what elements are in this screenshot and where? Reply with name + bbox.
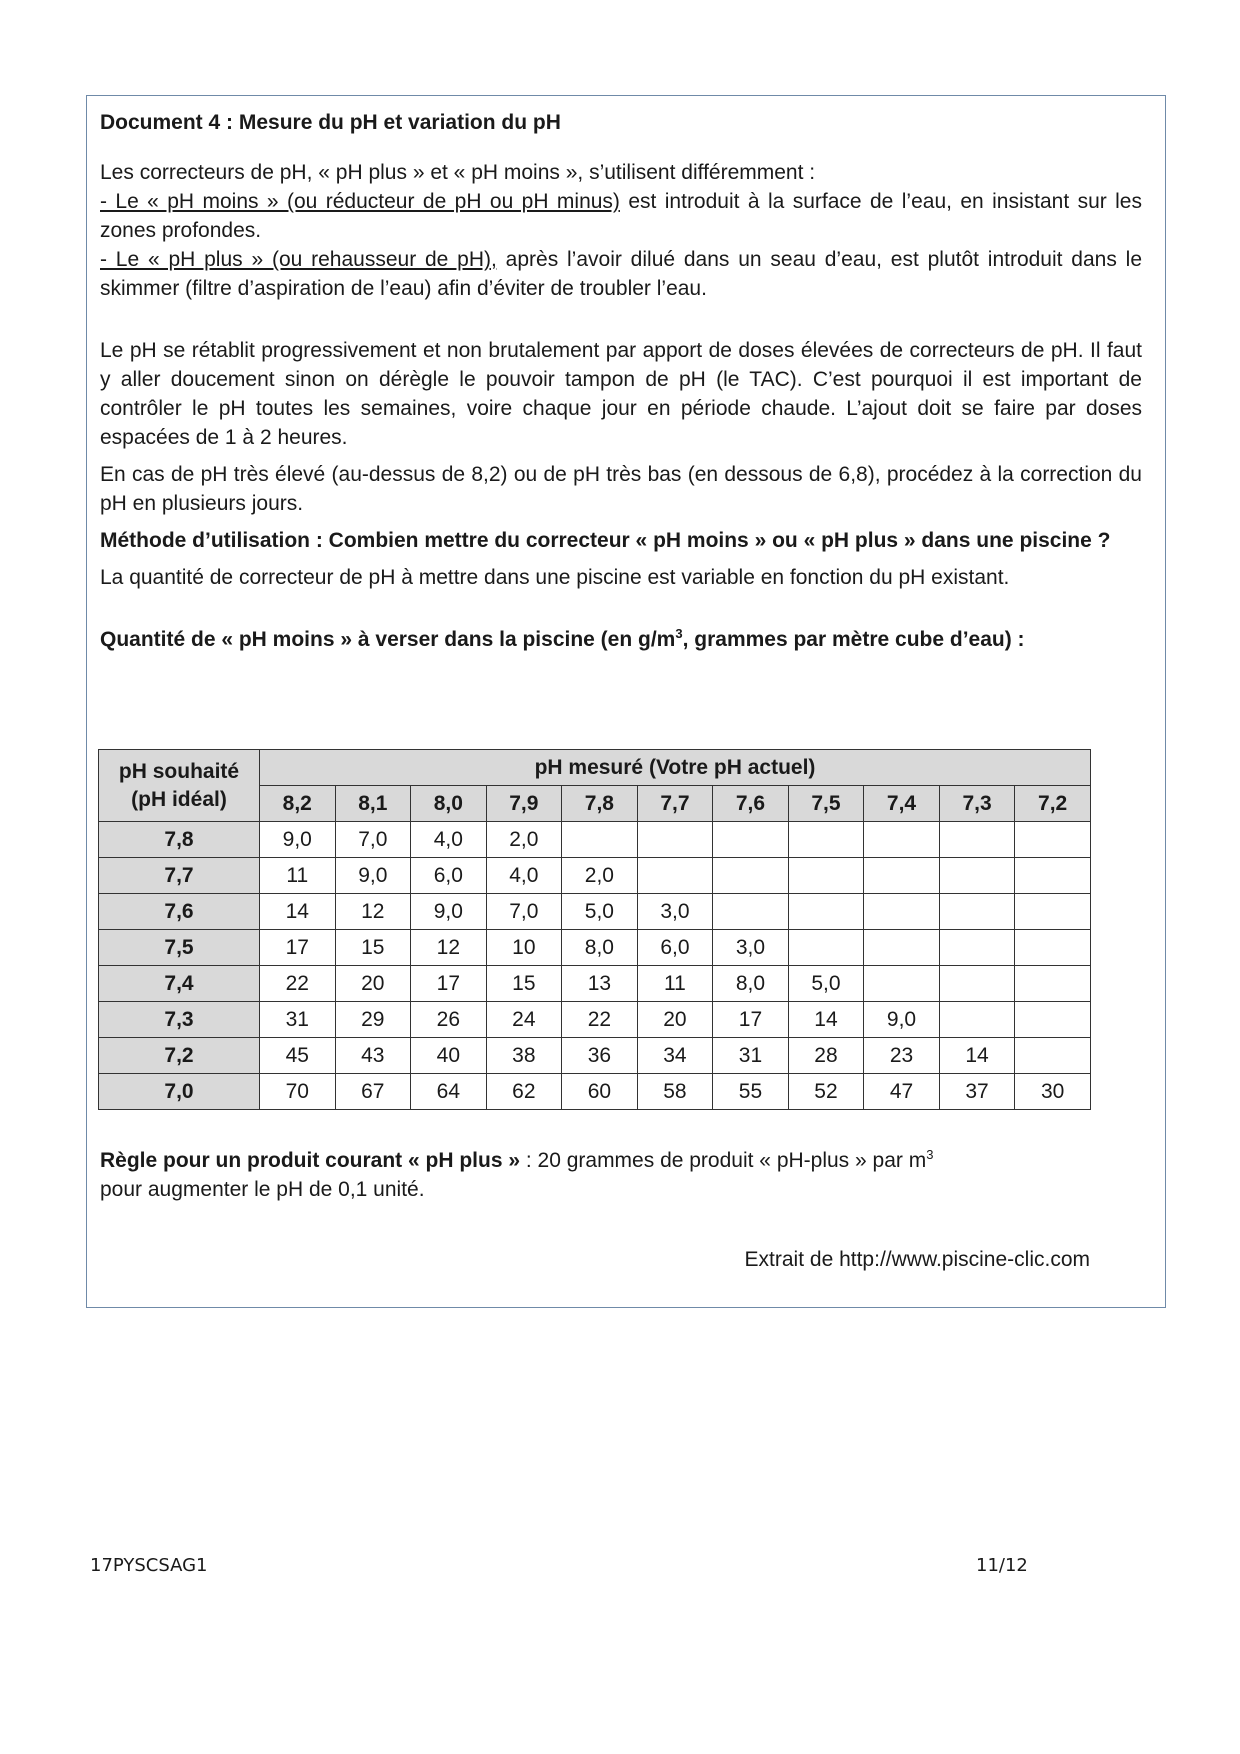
- table-cell: 9,0: [864, 1002, 940, 1038]
- table-cell: 24: [486, 1002, 562, 1038]
- rule-exponent: 3: [926, 1147, 934, 1162]
- source-citation: Extrait de http://www.piscine-clic.com: [744, 1248, 1090, 1271]
- table-cell: [1015, 966, 1091, 1002]
- table-cell: [864, 822, 940, 858]
- row-header: 7,0: [99, 1074, 260, 1110]
- table-cell: 36: [562, 1038, 638, 1074]
- table-cell: 31: [260, 1002, 336, 1038]
- table-cell: [713, 858, 789, 894]
- table-cell: [1015, 822, 1091, 858]
- column-header: 7,5: [788, 786, 864, 822]
- column-header: 7,3: [939, 786, 1015, 822]
- item-ph-plus-text: après l’avoir dilué dans un seau d’eau, est plutôt introduit dans le skimmer (filtre d’aspiration de l’eau) afin d’éviter de troubler l’eau.: [100, 248, 1142, 300]
- table-cell: 38: [486, 1038, 562, 1074]
- quantity-title: [100, 625, 1090, 654]
- table-cell: 3,0: [713, 930, 789, 966]
- table-cell: [637, 858, 713, 894]
- table-cell: 17: [713, 1002, 789, 1038]
- table-cell: [713, 822, 789, 858]
- table-cell: 40: [411, 1038, 487, 1074]
- header-ph-mesure: pH mesuré (Votre pH actuel): [260, 750, 1091, 786]
- row-header: 7,5: [99, 930, 260, 966]
- table-cell: [788, 894, 864, 930]
- column-header: 7,8: [562, 786, 638, 822]
- paragraph-ph-extreme: En cas de pH très élevé (au-dessus de 8,2) ou de pH très bas (en dessous de 6,8), procédez à la correction du pH en plusieurs jours.: [100, 463, 1142, 515]
- column-header: 7,7: [637, 786, 713, 822]
- table-cell: 7,0: [486, 894, 562, 930]
- table-cell: 8,0: [562, 930, 638, 966]
- table-cell: 5,0: [788, 966, 864, 1002]
- header-ph-souhaite: [99, 750, 260, 822]
- table-cell: 4,0: [486, 858, 562, 894]
- table-cell: [939, 966, 1015, 1002]
- table-cell: 29: [335, 1002, 411, 1038]
- header-ph-souhaite-line2: (pH idéal): [131, 787, 227, 811]
- row-header: 7,2: [99, 1038, 260, 1074]
- table-cell: 70: [260, 1074, 336, 1110]
- header-ph-souhaite-line1: pH souhaité: [118, 759, 240, 783]
- table-cell: [1015, 858, 1091, 894]
- table-cell: [1015, 930, 1091, 966]
- table-cell: 2,0: [562, 858, 638, 894]
- quantity-title-text-end: , grammes par mètre cube d’eau) :: [682, 628, 1025, 651]
- table-cell: [637, 822, 713, 858]
- table-cell: [788, 822, 864, 858]
- table-cell: 37: [939, 1074, 1015, 1110]
- rule-title: Règle pour un produit courant « pH plus »: [100, 1149, 521, 1172]
- table-cell: 10: [486, 930, 562, 966]
- table-row: [99, 822, 1091, 858]
- item-ph-plus-label: - Le « pH plus » (ou rehausseur de pH),: [100, 248, 497, 271]
- quantity-title-text: Quantité de « pH moins » à verser dans la piscine (en g/m: [100, 628, 676, 651]
- column-header: 7,9: [486, 786, 562, 822]
- table-cell: [939, 858, 1015, 894]
- table-cell: 55: [713, 1074, 789, 1110]
- table-cell: 12: [335, 894, 411, 930]
- table-cell: 12: [411, 930, 487, 966]
- table-cell: 22: [260, 966, 336, 1002]
- table-cell: 14: [939, 1038, 1015, 1074]
- table-cell: [939, 1002, 1015, 1038]
- item-ph-moins-text: est introduit à la surface de l’eau, en insistant sur les zones profondes.: [100, 190, 1142, 242]
- table-cell: [1015, 894, 1091, 930]
- row-header: 7,6: [99, 894, 260, 930]
- table-cell: 28: [788, 1038, 864, 1074]
- column-header: 8,1: [335, 786, 411, 822]
- document-title: Document 4 : Mesure du pH et variation du pH: [100, 111, 561, 134]
- table-cell: 3,0: [637, 894, 713, 930]
- table-cell: 52: [788, 1074, 864, 1110]
- table-cell: 43: [335, 1038, 411, 1074]
- column-header: 7,6: [713, 786, 789, 822]
- table-cell: 8,0: [713, 966, 789, 1002]
- ph-plus-rule: [100, 1146, 1050, 1204]
- table-cell: 23: [864, 1038, 940, 1074]
- column-header: 8,2: [260, 786, 336, 822]
- table-row: [99, 930, 1091, 966]
- table-cell: 45: [260, 1038, 336, 1074]
- table-body: [99, 822, 1091, 1110]
- table-row: [99, 1002, 1091, 1038]
- table-cell: 22: [562, 1002, 638, 1038]
- table-cell: 14: [260, 894, 336, 930]
- table-cell: 20: [637, 1002, 713, 1038]
- table-cell: [788, 858, 864, 894]
- table-cell: [939, 822, 1015, 858]
- table-row: [99, 1038, 1091, 1074]
- table-cell: [788, 930, 864, 966]
- table-cell: [1015, 1038, 1091, 1074]
- table-cell: [864, 930, 940, 966]
- table-cell: 30: [1015, 1074, 1091, 1110]
- table-cell: 17: [411, 966, 487, 1002]
- table-cell: 20: [335, 966, 411, 1002]
- footer-page-number: 11/12: [976, 1555, 1028, 1576]
- ph-moins-dose-table: [98, 749, 1091, 1110]
- table-row: [99, 894, 1091, 930]
- table-cell: 6,0: [637, 930, 713, 966]
- table-row: [99, 1074, 1091, 1110]
- table-cell: 26: [411, 1002, 487, 1038]
- table-row: [99, 966, 1091, 1002]
- table-cell: [713, 894, 789, 930]
- table-cell: 7,0: [335, 822, 411, 858]
- paragraph-retablissement: Le pH se rétablit progressivement et non brutalement par apport de doses élevées de correcteurs de pH. Il faut y aller doucement sinon on dérègle le pouvoir tampon de pH (le TAC). C’est pourquoi il est important de contrôler le pH toutes les semaines, voire chaque jour en période chaude. L’ajout doit se faire par doses espacées de 1 à 2 heures.: [100, 339, 1142, 449]
- method-title: Méthode d’utilisation : Combien mettre du correcteur « pH moins » ou « pH plus » dans une piscine ?: [100, 529, 1111, 552]
- table-cell: 6,0: [411, 858, 487, 894]
- table-cell: 47: [864, 1074, 940, 1110]
- table-cell: 62: [486, 1074, 562, 1110]
- table-cell: 58: [637, 1074, 713, 1110]
- table-cell: 13: [562, 966, 638, 1002]
- table-cell: 15: [335, 930, 411, 966]
- row-header: 7,7: [99, 858, 260, 894]
- table-row: [99, 858, 1091, 894]
- table-cell: [864, 894, 940, 930]
- table-cell: 15: [486, 966, 562, 1002]
- table-cell: [939, 894, 1015, 930]
- rule-text: : 20 grammes de produit « pH-plus » par m: [520, 1149, 927, 1172]
- table-cell: 60: [562, 1074, 638, 1110]
- table-cell: 9,0: [335, 858, 411, 894]
- table-cell: 2,0: [486, 822, 562, 858]
- item-ph-moins-label: - Le « pH moins » (ou réducteur de pH ou pH minus): [100, 190, 620, 213]
- table-cell: [939, 930, 1015, 966]
- item-ph-plus: [100, 245, 1142, 303]
- table-cell: 11: [637, 966, 713, 1002]
- table-cell: 5,0: [562, 894, 638, 930]
- table-cell: [864, 858, 940, 894]
- row-header: 7,4: [99, 966, 260, 1002]
- table-cell: [1015, 1002, 1091, 1038]
- table-cell: 11: [260, 858, 336, 894]
- footer-code: 17PYSCSAG1: [90, 1555, 208, 1576]
- column-header: 7,2: [1015, 786, 1091, 822]
- table-cell: [562, 822, 638, 858]
- table-cell: [864, 966, 940, 1002]
- table-cell: 31: [713, 1038, 789, 1074]
- rule-text-end: pour augmenter le pH de 0,1 unité.: [100, 1178, 425, 1201]
- table-cell: 67: [335, 1074, 411, 1110]
- column-header: 8,0: [411, 786, 487, 822]
- table-cell: 17: [260, 930, 336, 966]
- row-header: 7,8: [99, 822, 260, 858]
- table-cell: 34: [637, 1038, 713, 1074]
- item-ph-moins: [100, 187, 1142, 245]
- row-header: 7,3: [99, 1002, 260, 1038]
- method-text: La quantité de correcteur de pH à mettre dans une piscine est variable en fonction du pH existant.: [100, 566, 1010, 589]
- document-content: [100, 108, 1142, 654]
- table-cell: 64: [411, 1074, 487, 1110]
- quantity-title-exponent: 3: [675, 626, 683, 641]
- table-cell: 9,0: [260, 822, 336, 858]
- table-cell: 4,0: [411, 822, 487, 858]
- table-cell: 14: [788, 1002, 864, 1038]
- column-header: 7,4: [864, 786, 940, 822]
- intro-paragraph: Les correcteurs de pH, « pH plus » et « pH moins », s’utilisent différemment :: [100, 161, 816, 184]
- table-cell: 9,0: [411, 894, 487, 930]
